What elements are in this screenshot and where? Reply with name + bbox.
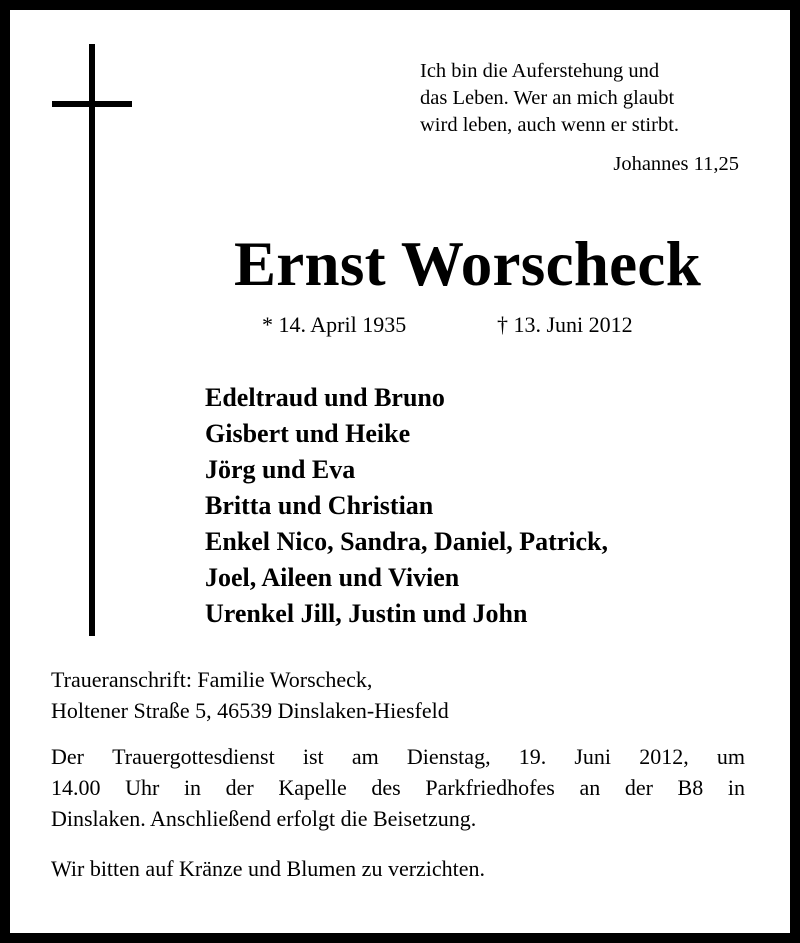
service-word: 2012, xyxy=(639,744,689,769)
family-line: Edeltraud und Bruno xyxy=(205,383,445,412)
mourning-address xyxy=(51,664,449,726)
address-line: Holtener Straße 5, 46539 Dinslaken-Hiesfeld xyxy=(51,698,449,723)
verse-line: wird leben, auch wenn er stirbt. xyxy=(420,114,680,136)
funeral-service-info xyxy=(51,741,745,834)
service-word: B8 xyxy=(677,775,704,800)
cross-horizontal-bar xyxy=(52,101,132,107)
birth-date: * 14. April 1935 xyxy=(262,312,407,337)
verse-line: Ich bin die Auferstehung und xyxy=(420,60,660,82)
service-word: der xyxy=(624,775,653,800)
family-line: Britta und Christian xyxy=(205,491,434,520)
service-word: am xyxy=(351,744,379,769)
verse-reference: Johannes 11,25 xyxy=(613,153,739,175)
family-line: Jörg und Eva xyxy=(205,455,356,484)
verse-line: das Leben. Wer an mich glaubt xyxy=(420,87,675,109)
service-word: in xyxy=(727,775,745,800)
service-word: in xyxy=(183,775,202,800)
flower-request: Wir bitten auf Kränze und Blumen zu verzichten. xyxy=(51,856,486,881)
service-word: Trauergottesdienst xyxy=(112,744,275,769)
service-line xyxy=(51,741,745,772)
family-line: Gisbert und Heike xyxy=(205,419,411,448)
service-word: Der xyxy=(51,744,84,769)
service-line: Dinslaken. Anschließend erfolgt die Beisetzung. xyxy=(51,806,477,831)
service-word: Uhr xyxy=(125,775,160,800)
service-word: ist xyxy=(302,744,324,769)
death-date: † 13. Juni 2012 xyxy=(497,312,633,337)
service-word: Dienstag, xyxy=(406,744,491,769)
family-line: Urenkel Jill, Justin und John xyxy=(205,599,528,628)
family-line: Joel, Aileen und Vivien xyxy=(205,563,460,592)
deceased-name: Ernst Worscheck xyxy=(233,229,702,299)
family-line: Enkel Nico, Sandra, Daniel, Patrick, xyxy=(205,527,609,556)
cross-vertical-bar xyxy=(89,44,95,636)
service-word: an xyxy=(579,775,601,800)
mourning-family-list xyxy=(205,380,608,632)
service-line xyxy=(51,772,745,803)
service-word: um xyxy=(716,744,745,769)
service-word: Kapelle xyxy=(278,775,347,800)
service-word: 14.00 xyxy=(51,775,101,800)
bible-verse xyxy=(420,58,750,139)
address-line: Traueranschrift: Familie Worscheck, xyxy=(51,667,373,692)
service-word: Juni xyxy=(574,744,612,769)
service-word: 19. xyxy=(518,744,547,769)
service-word: des xyxy=(371,775,401,800)
service-word: Parkfriedhofes xyxy=(425,775,555,800)
service-word: der xyxy=(225,775,254,800)
